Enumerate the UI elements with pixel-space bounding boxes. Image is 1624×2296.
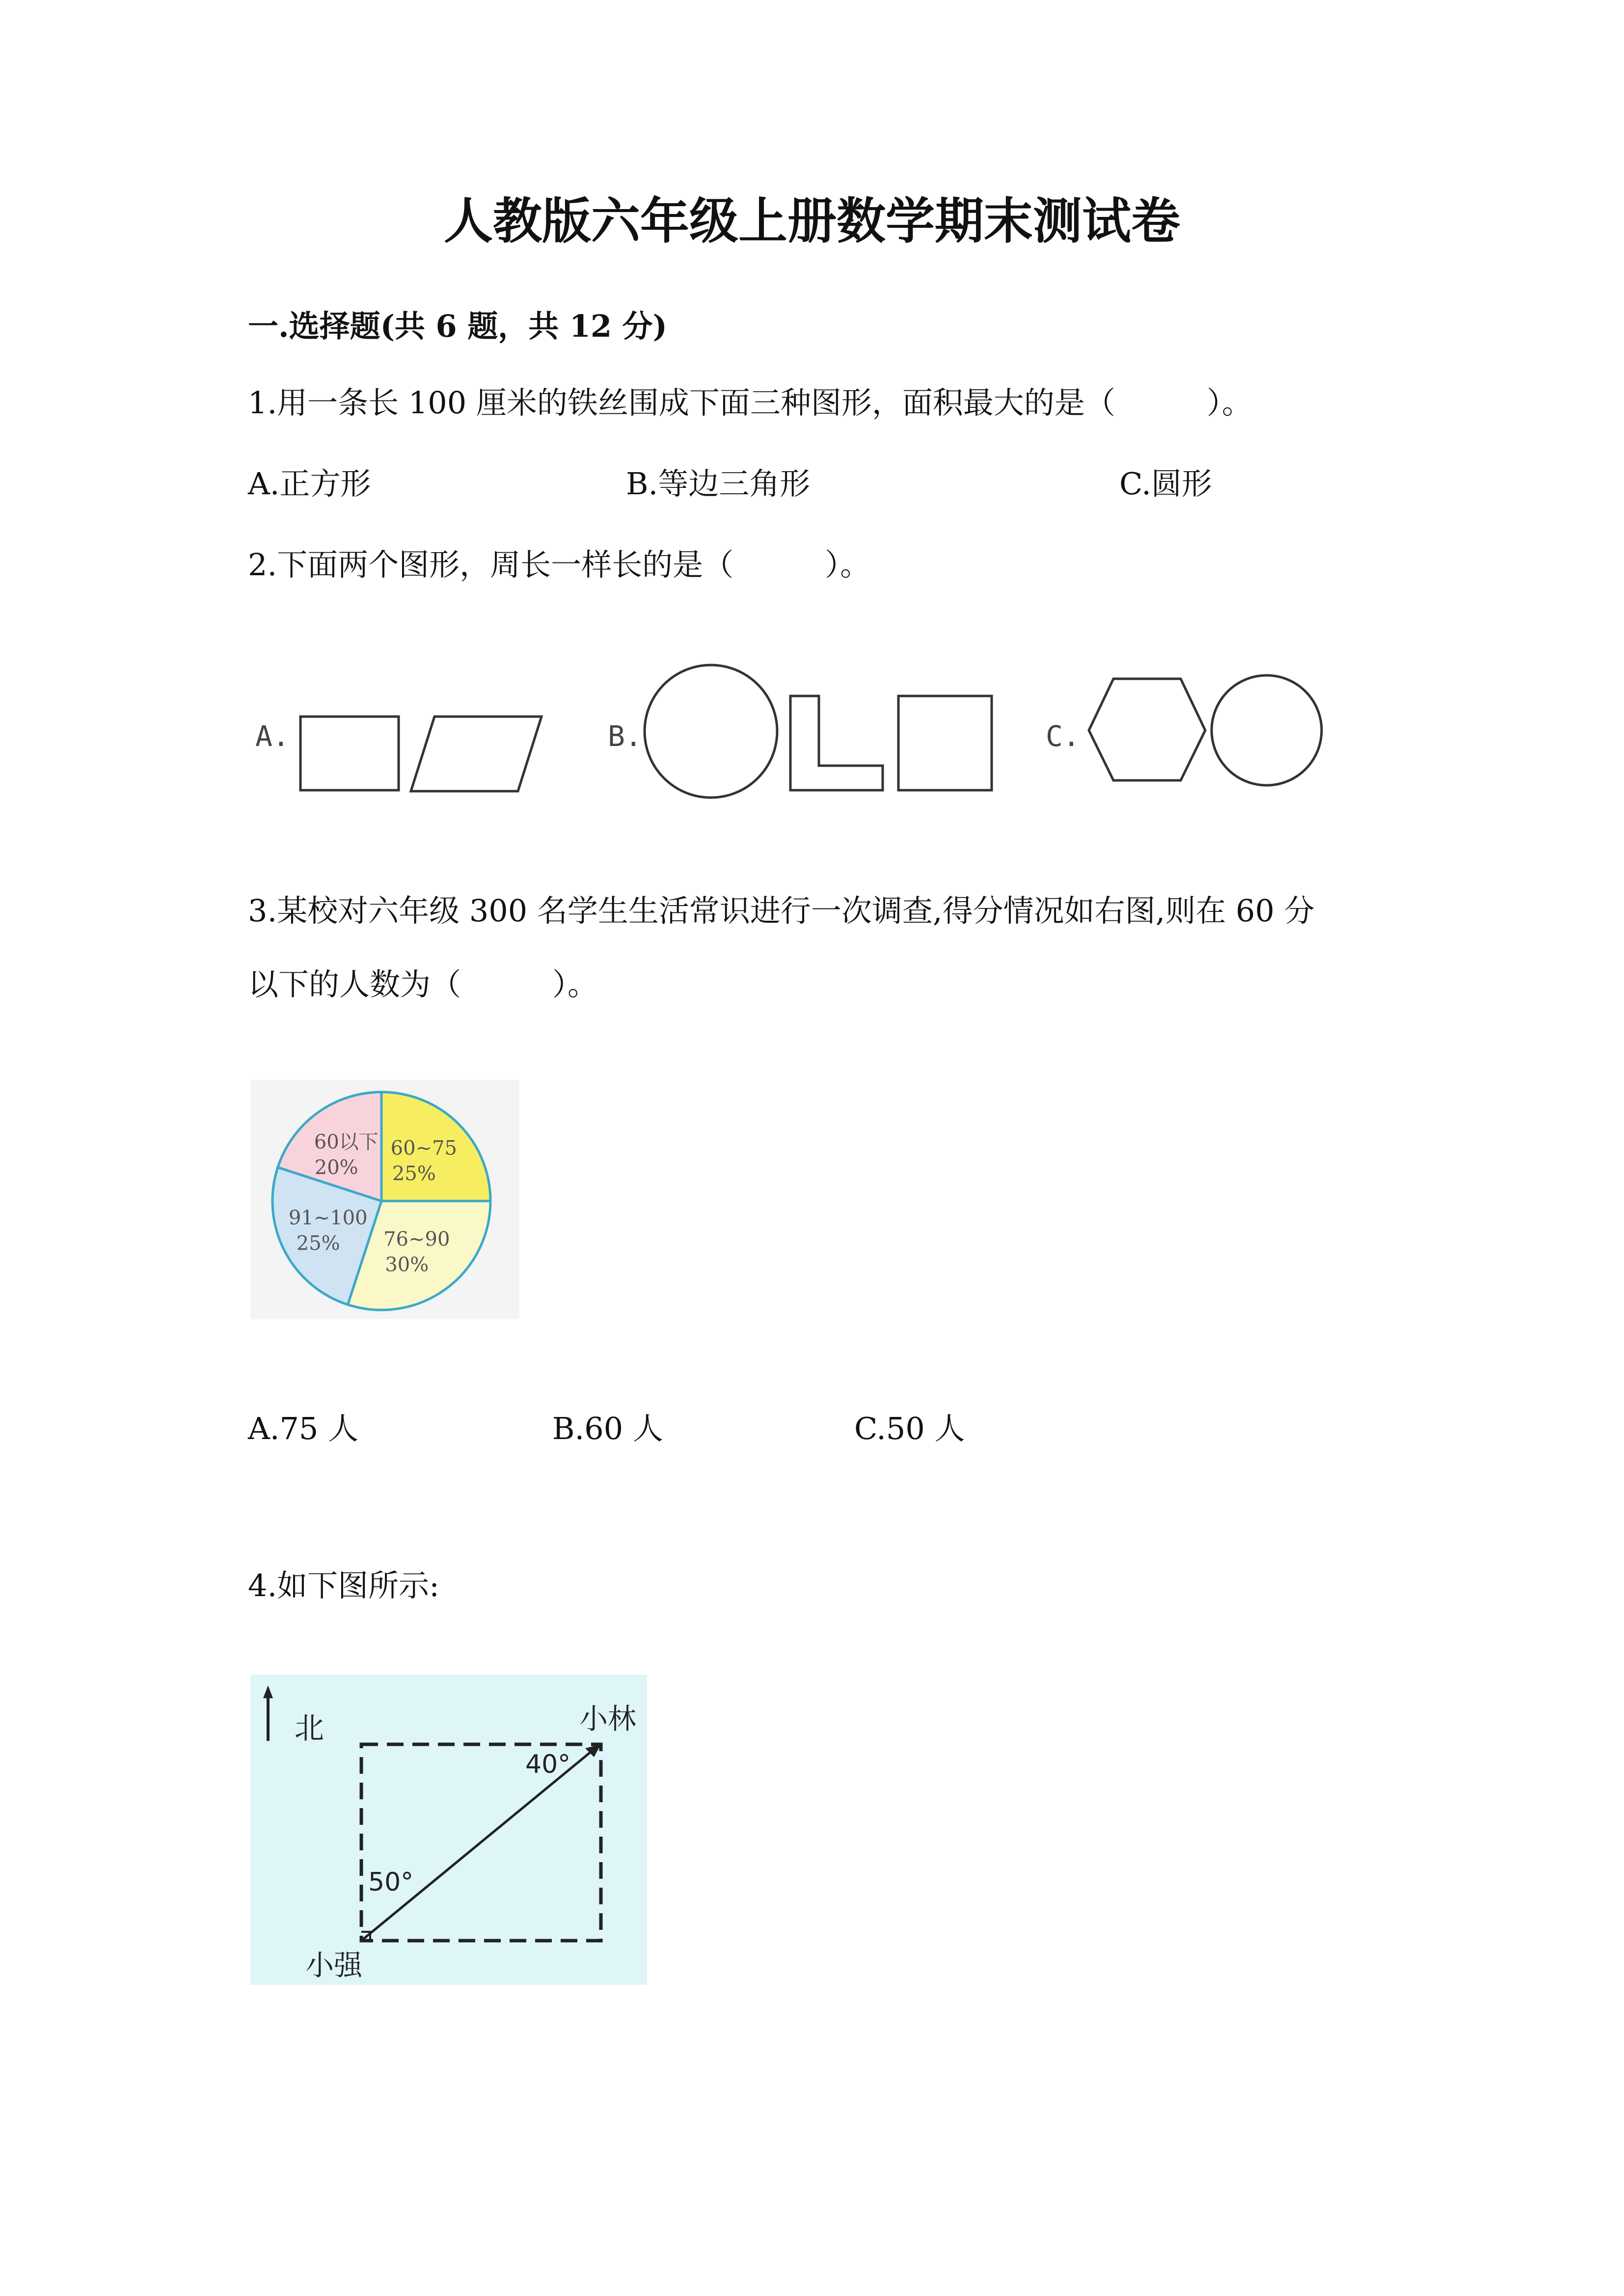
circle-shape <box>645 665 777 798</box>
question-3-line-2: 以下的人数为（ ）。 <box>248 966 598 1002</box>
pie-slice-label: 60~75 <box>390 1137 457 1160</box>
pie-slice-label: 91~100 <box>288 1206 368 1229</box>
question-1-text: 1.用一条长 100 厘米的铁丝围成下面三种图形，面积最大的是（ ）。 <box>248 385 1252 421</box>
l-shape <box>790 696 883 790</box>
question-3-option-c: C.50 人 <box>854 1411 965 1446</box>
question-1-option-a: A.正方形 <box>248 466 371 502</box>
figure-label-c: C. <box>1046 720 1080 753</box>
angle-50-label: 50° <box>368 1868 414 1897</box>
circle-shape-c <box>1212 675 1322 785</box>
question-2-figures <box>0 648 1624 844</box>
pie-chart-panel <box>250 1080 519 1319</box>
question-3-line-1: 3.某校对六年级 300 名学生生活常识进行一次调查,得分情况如右图,则在 60 分 <box>248 893 1315 929</box>
rectangle-shape <box>300 717 399 790</box>
question-3-option-a: A.75 人 <box>248 1411 359 1446</box>
question-3-option-b: B.60 人 <box>552 1411 663 1446</box>
section-heading: 一.选择题(共 6 题，共 12 分) <box>248 308 668 344</box>
direction-figure-panel <box>250 1675 647 1985</box>
pie-slice-label: 60以下 <box>314 1131 379 1154</box>
pie-slice-percent: 30% <box>385 1253 429 1276</box>
pie-slice-label: 76~90 <box>383 1228 450 1251</box>
north-arrow-icon <box>263 1685 273 1698</box>
xiaoqiang-label: 小强 <box>305 1949 363 1982</box>
question-1-option-b: B.等边三角形 <box>626 466 811 502</box>
xiaolin-label: 小林 <box>579 1702 637 1735</box>
angle-40-label: 40° <box>525 1750 571 1779</box>
page-title: 人教版六年级上册数学期末测试卷 <box>444 192 1180 250</box>
north-label: 北 <box>295 1711 324 1746</box>
question-1-option-c: C.圆形 <box>1119 466 1212 502</box>
pie-slice-percent: 25% <box>392 1162 436 1185</box>
parallelogram-shape <box>411 717 541 791</box>
pie-slice-percent: 20% <box>314 1156 358 1179</box>
question-4-text: 4.如下图所示: <box>248 1568 440 1603</box>
hexagon-shape <box>1089 679 1205 780</box>
pie-chart <box>250 1080 519 1319</box>
figure-label-a: A. <box>255 720 290 753</box>
figure-label-b: B. <box>608 720 642 753</box>
pie-slice-percent: 25% <box>296 1232 340 1255</box>
square-shape <box>898 696 992 790</box>
direction-figure <box>250 1675 647 1985</box>
question-2-text: 2.下面两个图形，周长一样长的是（ ）。 <box>248 547 871 583</box>
